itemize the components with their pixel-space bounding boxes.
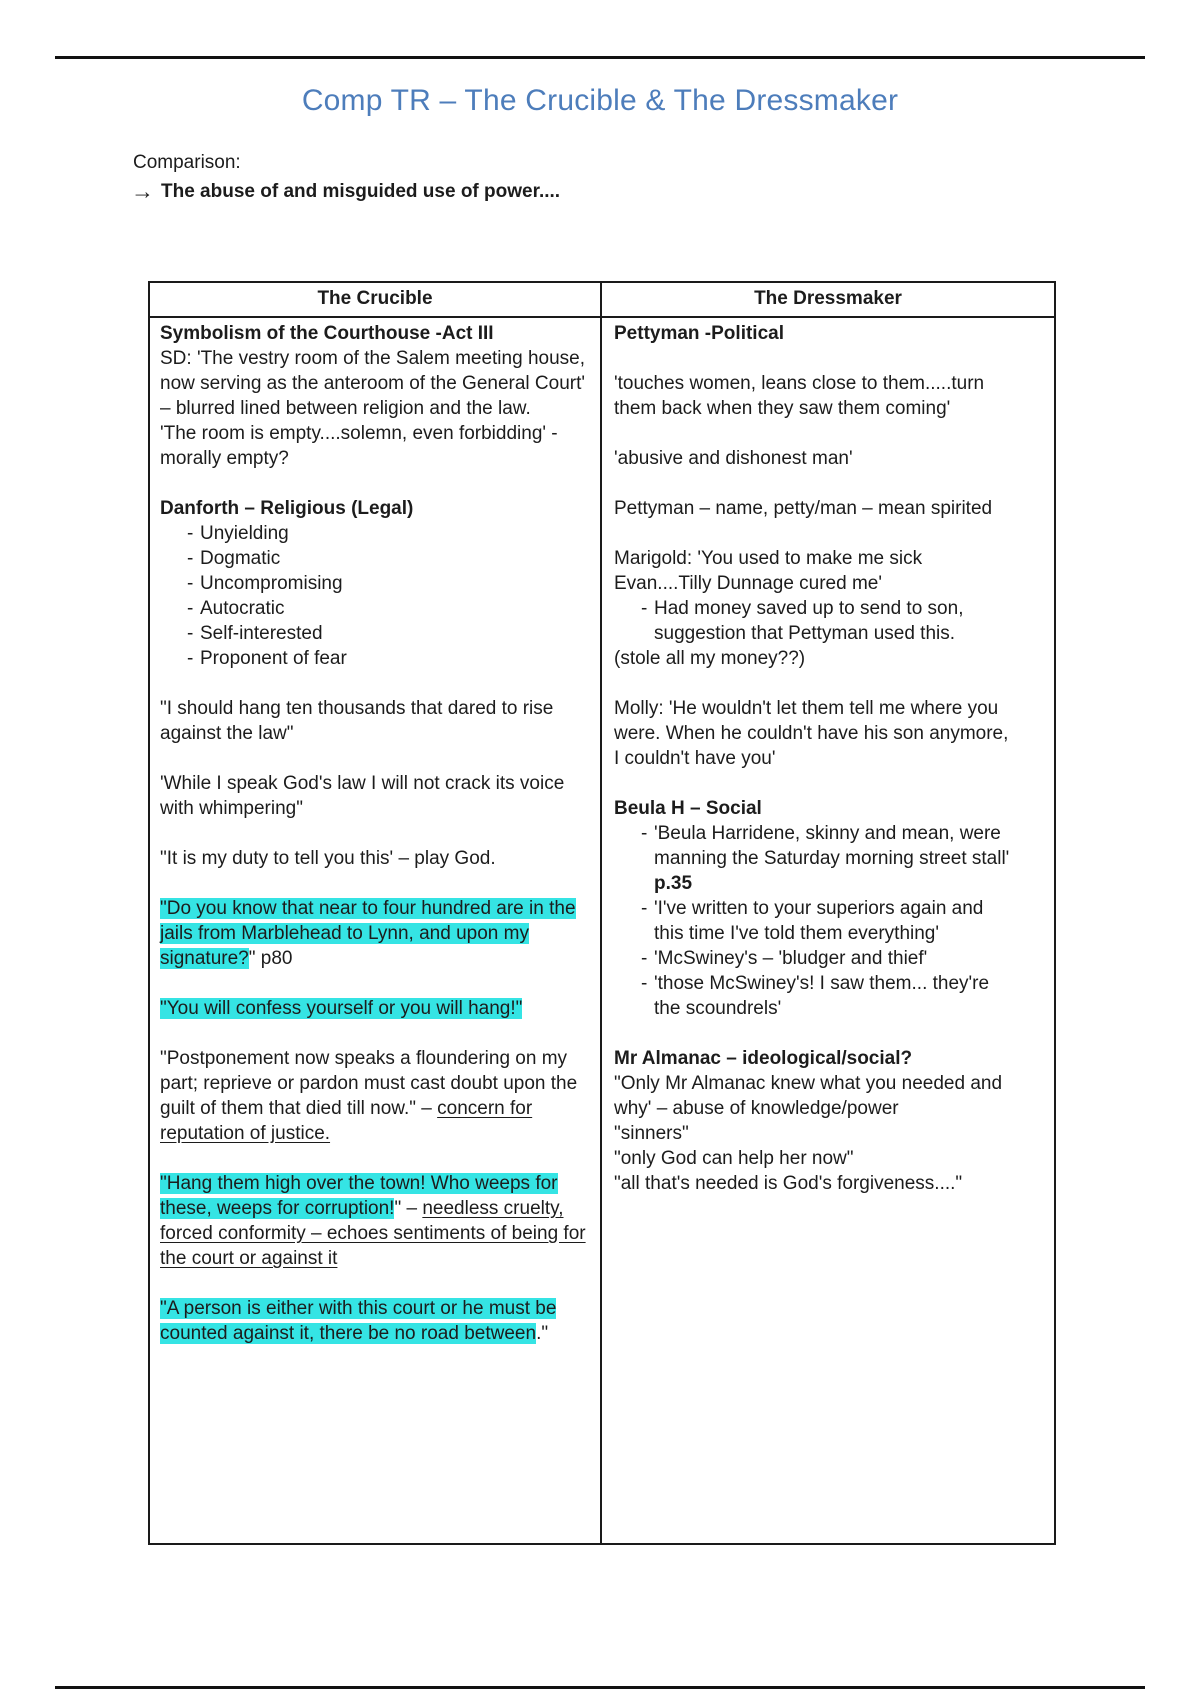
paragraph (160, 1171, 590, 1271)
text-run: Uncompromising (200, 573, 343, 594)
text-run: 'McSwiney's – 'bludger and thief' (654, 948, 928, 969)
text-run: 'abusive and dishonest man' (614, 448, 853, 469)
paragraph (160, 1296, 590, 1346)
bullet-dash-marker: - (187, 623, 194, 644)
paragraph (160, 321, 590, 346)
text-run: Danforth – Religious (Legal) (160, 498, 414, 519)
highlighted-text-run: "You will confess yourself or you will hang!" (160, 998, 523, 1019)
paragraph (614, 1121, 1010, 1146)
bullet-text (654, 971, 1010, 1021)
highlighted-text-run: "Do you know that near to four hundred are in the jails from Marblehead to Lynn, and upon my signature? (160, 898, 576, 969)
blank-line (614, 421, 1010, 446)
text-run: p.35 (654, 873, 693, 894)
text-run: 'The room is empty....solemn, even forbidding' - morally empty? (160, 423, 558, 469)
paragraph (160, 696, 590, 746)
text-run: 'Beula Harridene, skinny and mean, were manning the Saturday morning street stall' (654, 823, 1010, 869)
bullet-item (160, 546, 590, 571)
paragraph (614, 646, 1010, 671)
blank-line (614, 771, 1010, 796)
text-run: Unyielding (200, 523, 289, 544)
text-run: 'While I speak God's law I will not crack its voice with whimpering" (160, 773, 565, 819)
blank-line (614, 671, 1010, 696)
focus-statement-line (131, 180, 560, 203)
blank-line (614, 471, 1010, 496)
text-run: "sinners" (614, 1123, 689, 1144)
text-run: "I should hang ten thousands that dared to rise against the law" (160, 698, 554, 744)
text-run: Pettyman -Political (614, 323, 784, 344)
bullet-item (614, 971, 1010, 1021)
text-run: Pettyman – name, petty/man – mean spirited (614, 498, 993, 519)
paragraph (614, 546, 1010, 596)
blank-line (160, 821, 590, 846)
blank-line (160, 471, 590, 496)
bullet-item (614, 821, 1010, 896)
bullet-text (200, 546, 590, 571)
bullet-text (654, 946, 1010, 971)
bullet-item (160, 596, 590, 621)
bottom-rule (55, 1686, 1145, 1689)
bullet-item (160, 571, 590, 596)
text-run: "only God can help her now" (614, 1148, 854, 1169)
text-run: 'I've written to your superiors again and this time I've told them everything' (654, 898, 984, 944)
bullet-item (160, 646, 590, 671)
bullet-item (614, 946, 1010, 971)
paragraph (160, 1046, 590, 1146)
bullet-dash-marker: - (187, 598, 194, 619)
paragraph (614, 371, 1010, 421)
text-run: ." (536, 1323, 549, 1344)
bullet-text (654, 896, 1010, 946)
text-run: concern for reputation of justice. (160, 1098, 533, 1144)
paragraph (614, 1171, 1010, 1196)
bullet-text (200, 621, 590, 646)
text-run: "It is my duty to tell you this' – play God. (160, 848, 496, 869)
blank-line (160, 1021, 590, 1046)
arrow-right-icon: → (131, 178, 154, 204)
column-header-dressmaker: The Dressmaker (601, 282, 1055, 317)
paragraph (614, 1146, 1010, 1171)
blank-line (160, 1271, 590, 1296)
bullet-dash-marker: - (187, 548, 194, 569)
bullet-dash-marker: - (641, 898, 648, 919)
table-body-row (149, 317, 1055, 1544)
table-header-row (149, 282, 1055, 317)
comparison-table (148, 281, 1056, 1545)
bullet-item (160, 521, 590, 546)
page-title: Comp TR – The Crucible & The Dressmaker (301, 84, 899, 117)
text-run: " p80 (248, 948, 293, 969)
highlighted-text-run: "Hang them high over the town! Who weeps for these, weeps for corruption! (160, 1173, 558, 1219)
paragraph (160, 846, 590, 871)
bullet-text (654, 596, 1010, 646)
blank-line (614, 521, 1010, 546)
blank-line (614, 1021, 1010, 1046)
paragraph (160, 771, 590, 821)
text-run: " – (394, 1198, 423, 1219)
bullet-text (200, 596, 590, 621)
dressmaker-cell (601, 317, 1055, 1544)
blank-line (160, 671, 590, 696)
text-run: (stole all my money??) (614, 648, 806, 669)
top-rule (55, 56, 1145, 59)
text-run: needless cruelty, forced conformity – echoes sentiments of being for the court or against it (160, 1198, 586, 1269)
blank-line (614, 346, 1010, 371)
text-run: Mr Almanac – ideological/social? (614, 1048, 913, 1069)
bullet-item (614, 896, 1010, 946)
bullet-dash-marker: - (641, 948, 648, 969)
paragraph (160, 496, 590, 521)
paragraph (160, 346, 590, 421)
text-run: SD: 'The vestry room of the Salem meeting house, now serving as the anteroom of the General Court' – blurred lined between religion and the law. (160, 348, 586, 419)
paragraph (614, 321, 1010, 346)
text-run: "Postponement now speaks a floundering on my part; reprieve or pardon must cast doubt upon the guilt of them that died till now." – (160, 1048, 578, 1119)
bullet-dash-marker: - (641, 973, 648, 994)
bullet-dash-marker: - (187, 648, 194, 669)
blank-line (160, 971, 590, 996)
text-run: Autocratic (200, 598, 285, 619)
blank-line (160, 746, 590, 771)
blank-line (160, 871, 590, 896)
text-run: Proponent of fear (200, 648, 347, 669)
paragraph (614, 446, 1010, 471)
paragraph (614, 496, 1010, 521)
bullet-text (200, 521, 590, 546)
text-run: Beula H – Social (614, 798, 762, 819)
bullet-dash-marker: - (641, 823, 648, 844)
text-run: Had money saved up to send to son, suggestion that Pettyman used this. (654, 598, 964, 644)
text-run: Dogmatic (200, 548, 281, 569)
bullet-text (654, 821, 1010, 896)
highlighted-text-run: "A person is either with this court or he must be counted against it, there be no road between (160, 1298, 557, 1344)
text-run: Marigold: 'You used to make me sick Evan....Tilly Dunnage cured me' (614, 548, 923, 594)
paragraph (614, 1071, 1010, 1121)
text-run: "Only Mr Almanac knew what you needed and why' – abuse of knowledge/power (614, 1073, 1003, 1119)
text-run: Molly: 'He wouldn't let them tell me where you were. When he couldn't have his son anymore, I couldn't have you' (614, 698, 1009, 769)
blank-line (160, 1146, 590, 1171)
comparison-label: Comparison: (133, 152, 241, 173)
bullet-dash-marker: - (187, 573, 194, 594)
text-run: "all that's needed is God's forgiveness...." (614, 1173, 963, 1194)
bullet-dash-marker: - (187, 523, 194, 544)
paragraph (160, 996, 590, 1021)
paragraph (160, 421, 590, 471)
bullet-item (614, 596, 1010, 646)
text-run: 'those McSwiney's! I saw them... they're the scoundrels' (654, 973, 990, 1019)
bullet-item (160, 621, 590, 646)
paragraph (160, 896, 590, 971)
crucible-cell (149, 317, 601, 1544)
paragraph (614, 1046, 1010, 1071)
bullet-dash-marker: - (641, 598, 648, 619)
text-run: Self-interested (200, 623, 323, 644)
paragraph (614, 796, 1010, 821)
bullet-text (200, 571, 590, 596)
text-run: Symbolism of the Courthouse -Act III (160, 323, 494, 344)
column-header-crucible: The Crucible (149, 282, 601, 317)
paragraph (614, 696, 1010, 771)
focus-statement: The abuse of and misguided use of power.... (161, 180, 561, 202)
bullet-text (200, 646, 590, 671)
text-run: 'touches women, leans close to them.....turn them back when they saw them coming' (614, 373, 985, 419)
